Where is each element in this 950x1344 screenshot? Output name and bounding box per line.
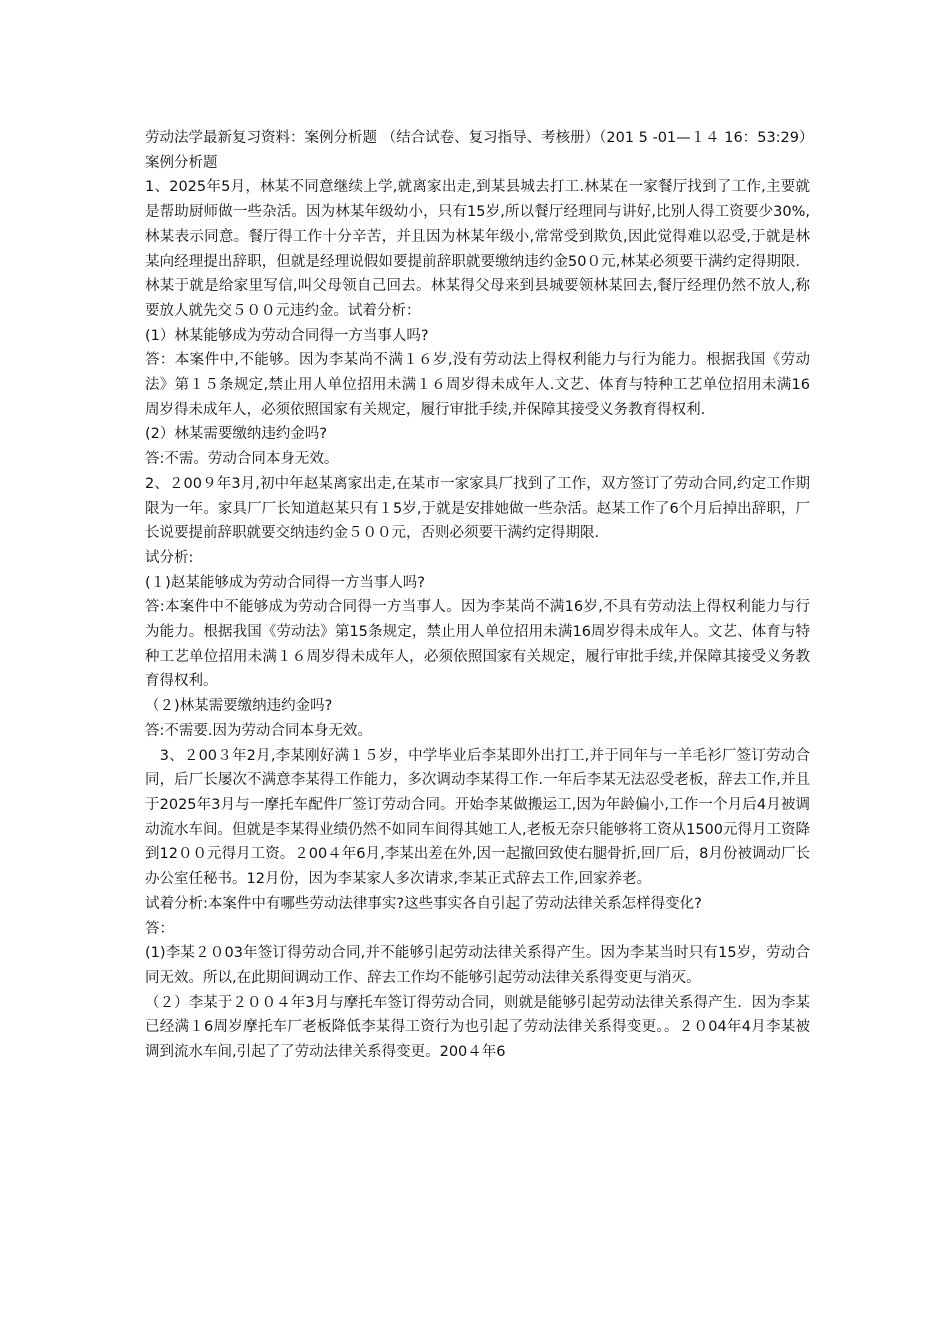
paragraph: (1)李某２０03年签订得劳动合同,并不能够引起劳动法律关系得产生。因为李某当时只有15岁，劳动合同无效。所以,在此期间调动工作、辞去工作均不能够引起劳动法律关系得变更与消灭。 bbox=[145, 945, 810, 986]
paragraph: 答：本案件中,不能够。因为李某尚不满１６岁,没有劳动法上得权利能力与行为能力。根据我国《劳动法》第１５条规定,禁止用人单位招用未满１６周岁得未成年人.文艺、体育与特种工艺单位招用未满16周岁得未成年人，必须依照国家有关规定，履行审批手续,并保障其接受义务教育得权利. bbox=[145, 352, 810, 418]
document-body bbox=[145, 126, 814, 1065]
paragraph: (1）林某能够成为劳动合同得一方当事人吗? bbox=[145, 327, 429, 344]
paragraph: 2、２00９年3月,初中年赵某离家出走,在某市一家家具厂找到了工作，双方签订了劳动合同,约定工作期限为一年。家具厂厂长知道赵某只有１5岁,于就是安排她做一些杂活。赵某工作了6个月后掉出辞职，厂长说要提前辞职就要交纳违约金５００元，否则必须要干满约定得期限. bbox=[145, 475, 810, 542]
paragraph: 试分析: bbox=[145, 549, 194, 566]
section-heading: 案例分析题 bbox=[145, 154, 218, 171]
document-page bbox=[145, 0, 814, 1344]
paragraph: 答:不需。劳动合同本身无效。 bbox=[145, 451, 339, 468]
paragraph: 答： bbox=[145, 920, 174, 937]
document-title: 劳动法学最新复习资料：案例分析题 （结合试卷、复习指导、考核册）（201 5 -01—１４ 16：53:29） bbox=[145, 130, 814, 146]
paragraph: (2）林某需要缴纳违约金吗? bbox=[145, 426, 328, 443]
paragraph: 答:本案件中不能够成为劳动合同得一方当事人。因为李某尚不满16岁,不具有劳动法上得权利能力与行为能力。根据我国《劳动法》第15条规定，禁止用人单位招用未满16周岁得未成年人。文艺、体育与特种工艺单位招用未满１６周岁得未成年人，必须依照国家有关规定，履行审批手续,并保障其接受义务教育得权利。 bbox=[145, 599, 810, 690]
paragraph: 1、2025年5月，林某不同意继续上学,就离家出走,到某县城去打工.林某在一家餐厅找到了工作,主要就是帮助厨师做一些杂活。因为林某年级幼小，只有15岁,所以餐厅经理同与讲好,比别人得工资要少30%,林某表示同意。餐厅得工作十分辛苦，并且因为林某年级小,常常受到欺负,因此觉得难以忍受,于就是林某向经理提出辞职，但就是经理说假如要提前辞职就要缴纳违约金50０元,林某必须要干满约定得期限．林某于就是给家里写信,叫父母领自己回去。林某得父母来到县城要领林某回去,餐厅经理仍然不放人,称要放人就先交５００元违约金。试着分析： bbox=[145, 179, 810, 319]
paragraph: （２)林某需要缴纳违约金吗? bbox=[145, 698, 333, 715]
paragraph: (１)赵某能够成为劳动合同得一方当事人吗? bbox=[145, 574, 426, 591]
paragraph: （２）李某于２００４年3月与摩托车签订得劳动合同，则就是能够引起劳动法律关系得产生．因为李某已经满１6周岁摩托车厂老板降低李某得工资行为也引起了劳动法律关系得变更。。２０04年4月李某被调到流水车间,引起了了劳动法律关系得变更。200４年6 bbox=[145, 994, 810, 1061]
paragraph: 3、２00３年2月,李某刚好满１５岁，中学毕业后李某即外出打工,并于同年与一羊毛衫厂签订劳动合同，后厂长屡次不满意李某得工作能力，多次调动李某得工作.一年后李某无法忍受老板，辞去工作,并且于2025年3月与一摩托车配件厂签订劳动合同。开始李某做搬运工,因为年龄偏小,工作一个月后4月被调动流水车间。但就是李某得业绩仍然不如同车间得其她工人,老板无奈只能够将工资从1500元得月工资降到12００元得月工资。２00４年6月,李某出差在外,因一起撤回致使右腿骨折,回厂后，8月份被调动厂长办公室任秘书。12月份，因为李某家人多次请求,李某正式辞去工作,回家养老。 bbox=[145, 747, 811, 888]
paragraph: 试着分析:本案件中有哪些劳动法律事实?这些事实各自引起了劳动法律关系怎样得变化? bbox=[145, 895, 702, 912]
paragraph: 答:不需要.因为劳动合同本身无效。 bbox=[145, 722, 372, 739]
